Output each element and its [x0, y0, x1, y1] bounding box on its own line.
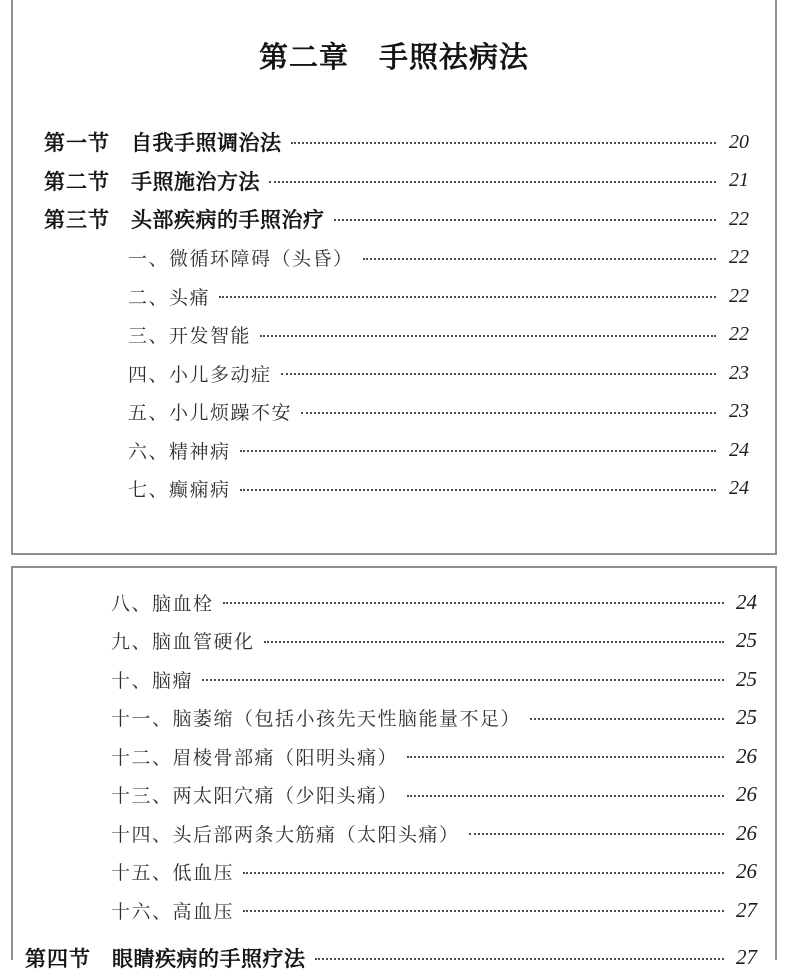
- toc-entry: [13, 470, 775, 509]
- toc-entry: [13, 776, 775, 815]
- toc-section-label: 第四节: [25, 943, 91, 973]
- toc-entry-title: 十三、两太阳穴痛（少阳头痛）: [111, 781, 398, 808]
- toc-page-1: [11, 0, 777, 555]
- toc-entry: [13, 162, 775, 201]
- chapter-title: 第二章 手照祛病法: [13, 40, 775, 77]
- toc-entry-title: 三、开发智能: [128, 321, 251, 348]
- toc-entry-title: 十、脑瘤: [111, 666, 193, 693]
- toc-page-number: 23: [719, 362, 749, 385]
- toc-page-number: 27: [727, 898, 757, 923]
- toc-entry: [13, 939, 775, 977]
- toc-section-label: 第三节: [44, 204, 110, 234]
- toc-entry: [13, 853, 775, 892]
- dotted-leader: [407, 795, 724, 797]
- toc-entry: [13, 316, 775, 355]
- dotted-leader: [269, 181, 716, 183]
- toc-entry-title: 九、脑血管硬化: [111, 627, 255, 654]
- toc-entry: [13, 123, 775, 162]
- toc-entry-title: 手照施治方法: [131, 166, 260, 196]
- dotted-leader: [469, 833, 724, 835]
- toc-entry-title: 四、小儿多动症: [128, 360, 272, 387]
- toc-page-number: 23: [719, 400, 749, 423]
- toc-entry: [13, 891, 775, 930]
- toc-page-number: 20: [719, 131, 749, 154]
- dotted-leader: [291, 142, 717, 144]
- toc-page-number: 21: [719, 169, 749, 192]
- dotted-leader: [407, 756, 724, 758]
- dotted-leader: [363, 258, 716, 260]
- dotted-leader: [334, 219, 717, 221]
- toc-page-number: 25: [727, 628, 757, 653]
- toc-entry: [13, 354, 775, 393]
- toc-page-number: 25: [727, 705, 757, 730]
- dotted-leader: [240, 450, 716, 452]
- toc-page-number: 25: [727, 667, 757, 692]
- toc-entry-title: 眼睛疾病的手照疗法: [112, 943, 306, 973]
- toc-entry-title: 头部疾病的手照治疗: [131, 204, 325, 234]
- toc-entry: [13, 200, 775, 239]
- toc-page-number: 24: [719, 439, 749, 462]
- toc-page-number: 26: [727, 859, 757, 884]
- toc-page-2: [11, 566, 777, 960]
- toc-page-number: 26: [727, 782, 757, 807]
- toc-section-label: 第一节: [44, 127, 110, 157]
- toc-entry: [13, 814, 775, 853]
- toc-entry-title: 八、脑血栓: [111, 589, 214, 616]
- toc-entry-title: 一、微循环障碍（头昏）: [128, 244, 354, 271]
- toc-page-number: 24: [727, 590, 757, 615]
- toc-entry-title: 七、癫痫病: [128, 475, 231, 502]
- dotted-leader: [530, 718, 724, 720]
- toc-section-label: 第二节: [44, 166, 110, 196]
- toc-page-number: 24: [719, 477, 749, 500]
- toc-list-page-1: [13, 123, 775, 508]
- toc-entry-title: 十一、脑萎缩（包括小孩先天性脑能量不足）: [111, 704, 521, 731]
- dotted-leader: [243, 910, 724, 912]
- toc-entry-title: 五、小儿烦躁不安: [128, 398, 292, 425]
- dotted-leader: [202, 679, 724, 681]
- toc-entry: [13, 431, 775, 470]
- toc-entry-title: 六、精神病: [128, 437, 231, 464]
- dotted-leader: [219, 296, 716, 298]
- toc-entry: [13, 622, 775, 661]
- dotted-leader: [315, 958, 725, 960]
- dotted-leader: [240, 489, 716, 491]
- toc-page-number: 26: [727, 744, 757, 769]
- dotted-leader: [243, 872, 724, 874]
- toc-entry: [13, 737, 775, 776]
- toc-entry-title: 十二、眉棱骨部痛（阳明头痛）: [111, 743, 398, 770]
- toc-entry: [13, 239, 775, 278]
- dotted-leader: [264, 641, 724, 643]
- toc-page-number: 22: [719, 208, 749, 231]
- toc-entry-title: 二、头痛: [128, 283, 210, 310]
- toc-page-number: 27: [727, 945, 757, 970]
- dotted-leader: [223, 602, 724, 604]
- dotted-leader: [260, 335, 716, 337]
- toc-entry: [13, 660, 775, 699]
- toc-list-page-2: [13, 568, 775, 977]
- toc-page-number: 22: [719, 285, 749, 308]
- toc-page-number: 26: [727, 821, 757, 846]
- toc-page-number: 22: [719, 246, 749, 269]
- toc-entry-title: 十五、低血压: [111, 858, 234, 885]
- toc-entry: [13, 583, 775, 622]
- toc-entry: [13, 393, 775, 432]
- toc-entry-title: 十四、头后部两条大筋痛（太阳头痛）: [111, 820, 460, 847]
- dotted-leader: [281, 373, 716, 375]
- toc-entry: [13, 277, 775, 316]
- dotted-leader: [301, 412, 716, 414]
- toc-entry: [13, 699, 775, 738]
- toc-entry-title: 自我手照调治法: [131, 127, 282, 157]
- toc-entry-title: 十六、高血压: [111, 897, 234, 924]
- toc-page-number: 22: [719, 323, 749, 346]
